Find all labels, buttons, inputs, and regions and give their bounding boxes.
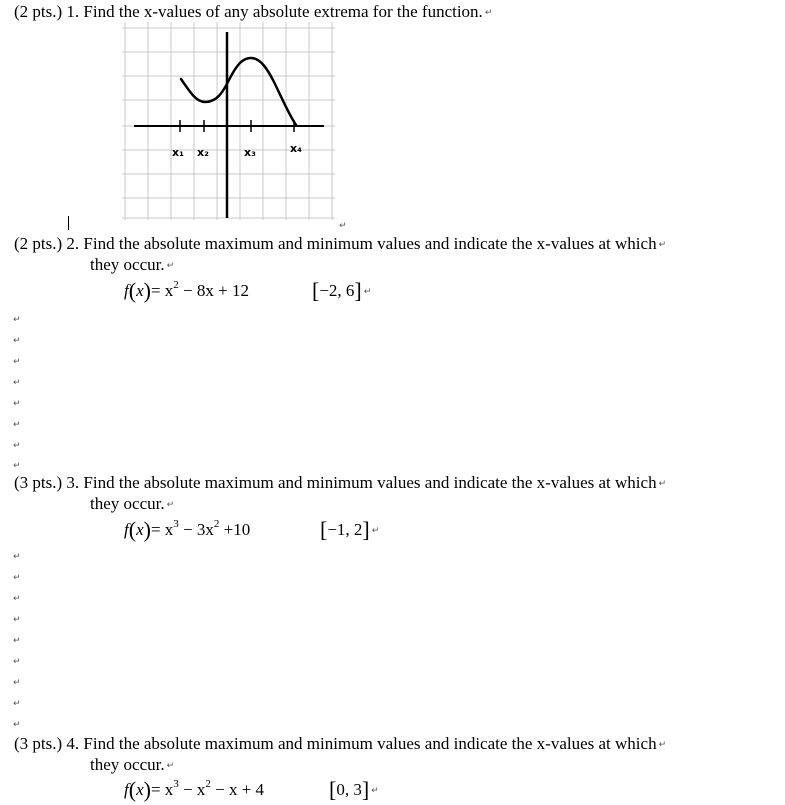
func-exponent: 3 (173, 778, 179, 790)
return-mark: ↵ (13, 636, 21, 646)
return-mark: ↵ (13, 657, 21, 667)
label-x2: x₂ (197, 146, 209, 159)
func-term: − 8x + 12 (178, 281, 249, 300)
return-mark: ↵ (484, 8, 493, 18)
func-term: +10 (219, 520, 251, 539)
func-term: = x (150, 281, 174, 300)
func-term: − x (178, 780, 206, 799)
func-name: f (124, 780, 129, 799)
interval-values: 0, 3 (336, 780, 362, 799)
q3-interval: [−1, 2] ↵ (320, 517, 380, 542)
return-mark: ↵ (13, 552, 21, 562)
q4-interval: [0, 3] ↵ (329, 777, 379, 802)
func-name: f (124, 281, 129, 300)
q2-interval: [−2, 6] ↵ (312, 278, 372, 303)
label-x4: x₄ (290, 142, 302, 155)
q3-text: 3. Find the absolute maximum and minimum values and indicate the x-values at which (66, 473, 657, 492)
q3-continuation (90, 494, 174, 515)
q1-points: (2 pts.) (14, 2, 63, 21)
return-mark: ↵ (13, 336, 21, 346)
return-mark: ↵ (13, 720, 21, 730)
q2-points: (2 pts.) (14, 234, 63, 253)
q1-text: 1. Find the x-values of any absolute extrema for the function. (66, 2, 483, 21)
q3-function: $f(x)= x^3 - 3x^2 +10$ (124, 517, 251, 542)
return-mark: ↵ (13, 420, 21, 430)
interval-values: −2, 6 (319, 281, 355, 300)
q3-points: (3 pts.) (14, 473, 63, 492)
func-exponent: 2 (173, 279, 179, 291)
return-mark: ↵ (13, 699, 21, 709)
func-exponent: 3 (173, 518, 179, 530)
q4-points: (3 pts.) (14, 734, 63, 753)
function-graph (120, 20, 340, 225)
return-mark: ↵ (371, 526, 380, 536)
return-mark: ↵ (13, 573, 21, 583)
return-mark: ↵ (13, 678, 21, 688)
return-mark: ↵ (658, 240, 667, 250)
func-exponent: 2 (213, 518, 220, 530)
func-term: = x (150, 780, 174, 799)
q4-text: 4. Find the absolute maximum and minimum values and indicate the x-values at which (66, 734, 657, 753)
q2-continuation (90, 255, 174, 276)
return-mark: ↵ (13, 315, 21, 325)
func-var: x (136, 520, 144, 539)
q4-cont-text: they occur. (90, 755, 165, 774)
return-mark: ↵ (658, 740, 667, 750)
question-4 (14, 734, 666, 755)
q2-cont-text: they occur. (90, 255, 165, 274)
return-mark: ↵ (339, 221, 347, 231)
return-mark: ↵ (371, 786, 379, 796)
grid (122, 22, 335, 220)
q2-function: $f(x)= x^2 - 8x + 12$ (124, 278, 249, 303)
label-x1: x₁ (172, 146, 184, 159)
label-x3: x₃ (244, 146, 256, 159)
question-2 (14, 234, 666, 255)
return-mark: ↵ (166, 761, 175, 771)
interval-values: −1, 2 (327, 520, 363, 539)
return-mark: ↵ (13, 378, 21, 388)
return-mark: ↵ (13, 461, 21, 471)
func-name: f (124, 520, 129, 539)
return-mark: ↵ (13, 594, 21, 604)
return-mark: ↵ (166, 500, 175, 510)
q2-text: 2. Find the absolute maximum and minimum values and indicate the x-values at which (66, 234, 657, 253)
return-mark: ↵ (13, 357, 21, 367)
return-mark: ↵ (658, 479, 667, 489)
func-term: − x + 4 (210, 780, 265, 799)
q3-cont-text: they occur. (90, 494, 165, 513)
func-exponent: 2 (205, 778, 211, 790)
func-var: x (136, 780, 144, 799)
question-3 (14, 473, 666, 494)
return-mark: ↵ (13, 441, 21, 451)
return-mark: ↵ (166, 261, 175, 271)
func-term: = x (150, 520, 174, 539)
q4-function: $f(x)= x^3 - x^2 - x + 4$ (124, 777, 265, 802)
function-curve (181, 58, 296, 125)
q4-continuation (90, 755, 174, 776)
return-mark: ↵ (363, 287, 372, 297)
text-cursor (68, 216, 69, 230)
func-term: − 3x (178, 520, 214, 539)
return-mark: ↵ (13, 615, 21, 625)
func-var: x (136, 281, 144, 300)
return-mark: ↵ (13, 399, 21, 409)
